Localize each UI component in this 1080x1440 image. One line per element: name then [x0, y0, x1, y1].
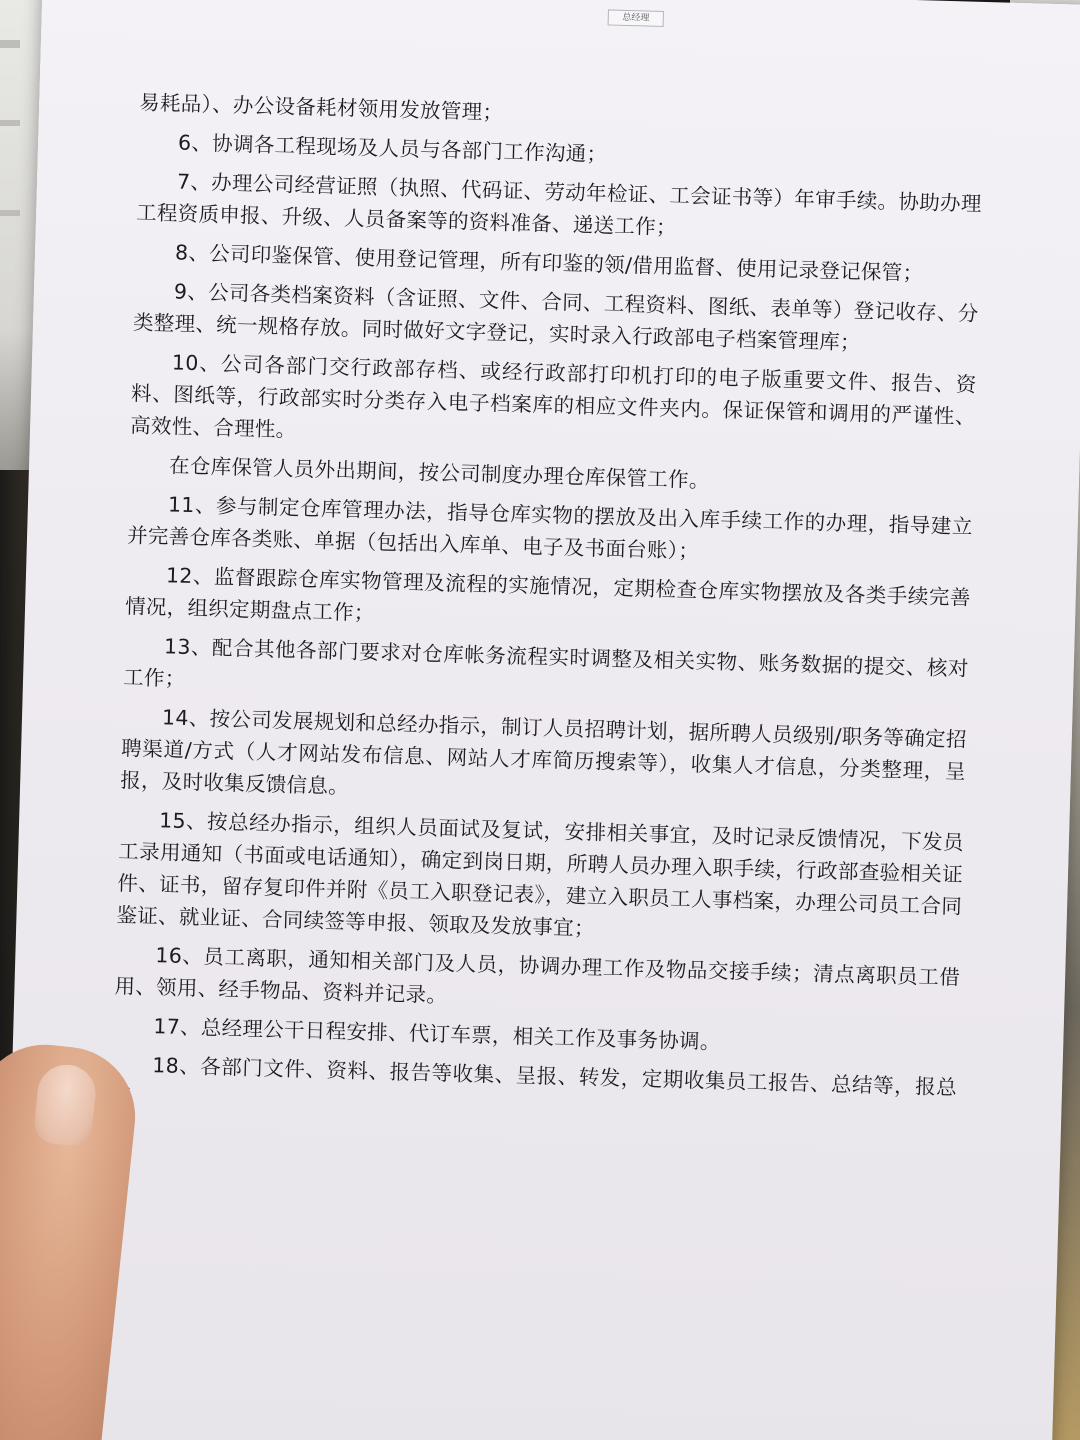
paragraph: 11、参与制定仓库管理办法，指导仓库实物的摆放及出入库手续工作的办理，指导建立并完善仓库各类账、单据（包括出入库单、电子及书面台账）；	[126, 492, 974, 564]
monitor-line	[0, 210, 20, 216]
document-body	[111, 86, 985, 1142]
paragraph: 17、总经理公干日程安排、代订车票，相关工作及事务协调。	[153, 1014, 722, 1054]
top-tag: 总经理	[608, 9, 664, 27]
monitor-line	[0, 40, 20, 48]
monitor-line	[0, 120, 20, 126]
paragraph: 13、配合其他各部门要求对仓库帐务流程实时调整及相关实物、账务数据的提交、核对工作；	[122, 634, 970, 691]
paragraph: 7、办理公司经营证照（执照、代码证、劳动年检证、工会证书等）年审手续。协助办理工程资质申报、升级、人员备案等的资料准备、递送工作；	[135, 169, 983, 240]
paragraph: 12、监督跟踪仓库实物管理及流程的实施情况，定期检查仓库实物摆放及各类手续完善情况，组织定期盘点工作；	[124, 563, 972, 626]
paragraph: 在仓库保管人员外出期间，按公司制度办理仓库保管工作。	[168, 453, 711, 493]
paragraph: 8、公司印鉴保管、使用登记管理，所有印鉴的领/借用监督、使用记录登记保管；	[174, 240, 924, 286]
thumbnail-nail	[32, 1062, 98, 1148]
paragraph: 14、按公司发展规划和总经办指示，制订人员招聘计划，据所聘人员级别/职务等确定招聘渠道/方式（人才网站发布信息、网站人才库简历搜索等），收集人才信息，分类整理，呈报，及时收集反馈信息。	[119, 705, 968, 799]
paragraph: 6、协调各工程现场及人员与各部门工作沟通；	[177, 130, 608, 167]
paper-sheet	[2, 0, 1080, 1440]
paragraph: 9、公司各类档案资料（含证照、文件、合同、工程资料、图纸、表单等）登记收存、分类整理、统一规格存放。同时做好文字登记，实时录入行政部电子档案管理库；	[132, 279, 979, 355]
paragraph: 18、各部门文件、资料、报告等收集、呈报、转发，定期收集员工报告、总结等，报总经	[152, 1053, 958, 1100]
paragraph: 16、员工离职，通知相关部门及人员，协调办理工作及物品交接手续；清点离职员工借用、领用、经手物品、资料并记录。	[114, 943, 961, 1008]
paragraph: 15、按总经办指示，组织人员面试及复试，安排相关事宜，及时记录反馈情况，下发员工录用通知（书面或电话通知），确定到岗日期，所聘人员办理入职手续，行政部查验相关证件、证书，留存复印件并附《员工入职登记表》，建立入职员工人事档案，办理公司员工合同鉴证、就业证、合同续签等申报、领取及发放事宜；	[116, 808, 965, 941]
paragraph: 10、公司各部门交行政部存档、或经行政部打印机打印的电子版重要文件、报告、资料、图纸等，行政部实时分类存入电子档案库的相应文件夹内。保证保管和调用的严谨性、高效性、合理性。	[129, 350, 977, 442]
paragraph: 易耗品）、办公设备耗材领用发放管理；	[138, 90, 504, 125]
